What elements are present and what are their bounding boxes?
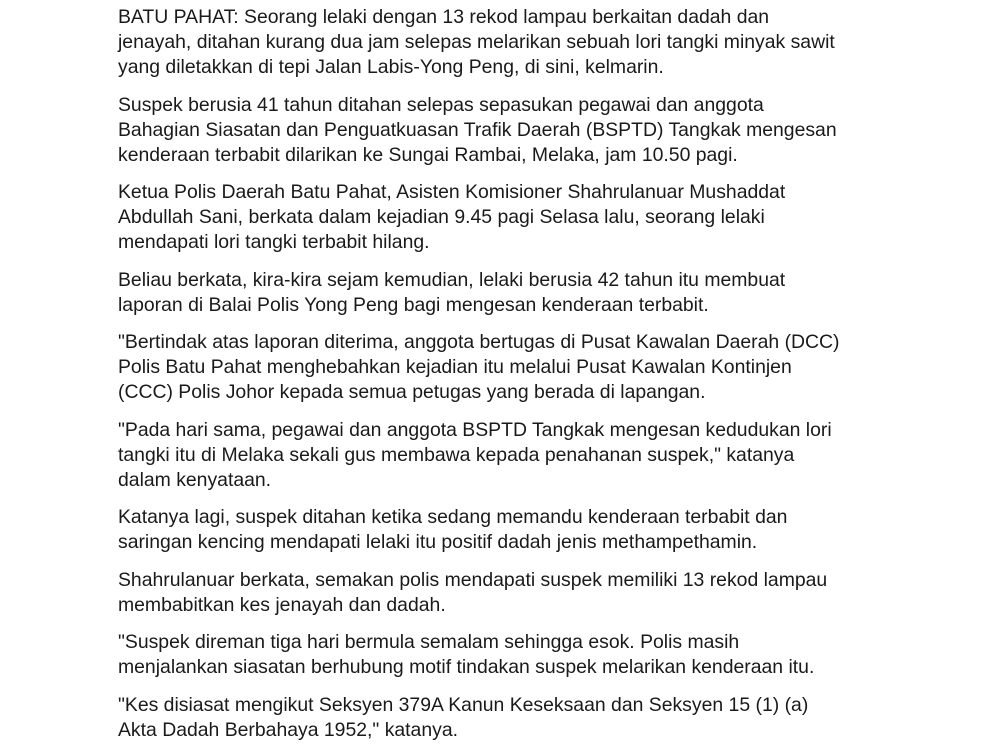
paragraph-line: dalam kenyataan. <box>118 468 272 491</box>
paragraph-line: membabitkan kes jenayah dan dadah. <box>118 593 446 616</box>
paragraph-line: "Bertindak atas laporan diterima, anggota bertugas di Pusat Kawalan Daerah (DCC) <box>118 331 840 353</box>
article-paragraph <box>118 693 868 743</box>
paragraph-line: "Suspek direman tiga hari bermula semalam sehingga esok. Polis masih <box>118 631 740 653</box>
paragraph-line: Bahagian Siasatan dan Penguatkuasan Trafik Daerah (BSPTD) Tangkak mengesan <box>118 118 837 141</box>
paragraph-line: "Pada hari sama, pegawai dan anggota BSPTD Tangkak mengesan kedudukan lori <box>118 418 832 441</box>
paragraph-line: kenderaan terbabit dilarikan ke Sungai Rambai, Melaka, jam 10.50 pagi. <box>118 143 738 166</box>
paragraph-line: laporan di Balai Polis Yong Peng bagi mengesan kenderaan terbabit. <box>118 293 709 316</box>
article-paragraph <box>118 180 868 255</box>
paragraph-line: (CCC) Polis Johor kepada semua petugas yang berada di lapangan. <box>118 381 706 403</box>
article-paragraph <box>118 330 868 405</box>
paragraph-line: menjalankan siasatan berhubung motif tindakan suspek melarikan kenderaan itu. <box>118 656 815 678</box>
article-paragraph <box>118 630 868 680</box>
paragraph-line: Shahrulanuar berkata, semakan polis mendapati suspek memiliki 13 rekod lampau <box>118 568 828 591</box>
article-paragraph <box>118 5 868 80</box>
paragraph-line: Abdullah Sani, berkata dalam kejadian 9.45 pagi Selasa lalu, seorang lelaki <box>118 206 765 228</box>
paragraph-line: Suspek berusia 41 tahun ditahan selepas sepasukan pegawai dan anggota <box>118 93 764 116</box>
paragraph-line: Katanya lagi, suspek ditahan ketika sedang memandu kenderaan terbabit dan <box>118 506 788 528</box>
paragraph-line: BATU PAHAT: Seorang lelaki dengan 13 rekod lampau berkaitan dadah dan <box>118 6 770 28</box>
article-paragraph <box>118 505 868 555</box>
paragraph-line: Akta Dadah Berbahaya 1952," katanya. <box>118 718 458 741</box>
paragraph-line: mendapati lori tangki terbabit hilang. <box>118 231 430 253</box>
paragraph-line: Ketua Polis Daerah Batu Pahat, Asisten Komisioner Shahrulanuar Mushaddat <box>118 181 786 203</box>
paragraph-line: jenayah, ditahan kurang dua jam selepas melarikan sebuah lori tangki minyak sawit <box>118 31 835 53</box>
article-paragraph <box>118 268 868 318</box>
paragraph-line: "Kes disiasat mengikut Seksyen 379A Kanun Keseksaan dan Seksyen 15 (1) (a) <box>118 693 809 716</box>
article-paragraph <box>118 93 868 168</box>
article-paragraph <box>118 418 868 493</box>
paragraph-line: tangki itu di Melaka sekali gus membawa kepada penahanan suspek," katanya <box>118 443 795 466</box>
paragraph-line: Beliau berkata, kira-kira sejam kemudian, lelaki berusia 42 tahun itu membuat <box>118 268 786 291</box>
article-paragraph <box>118 568 868 618</box>
paragraph-line: Polis Batu Pahat menghebahkan kejadian itu melalui Pusat Kawalan Kontinjen <box>118 356 792 378</box>
paragraph-line: yang diletakkan di tepi Jalan Labis-Yong Peng, di sini, kelmarin. <box>118 56 664 78</box>
article-body <box>118 5 868 755</box>
paragraph-line: saringan kencing mendapati lelaki itu positif dadah jenis methampethamin. <box>118 531 758 553</box>
